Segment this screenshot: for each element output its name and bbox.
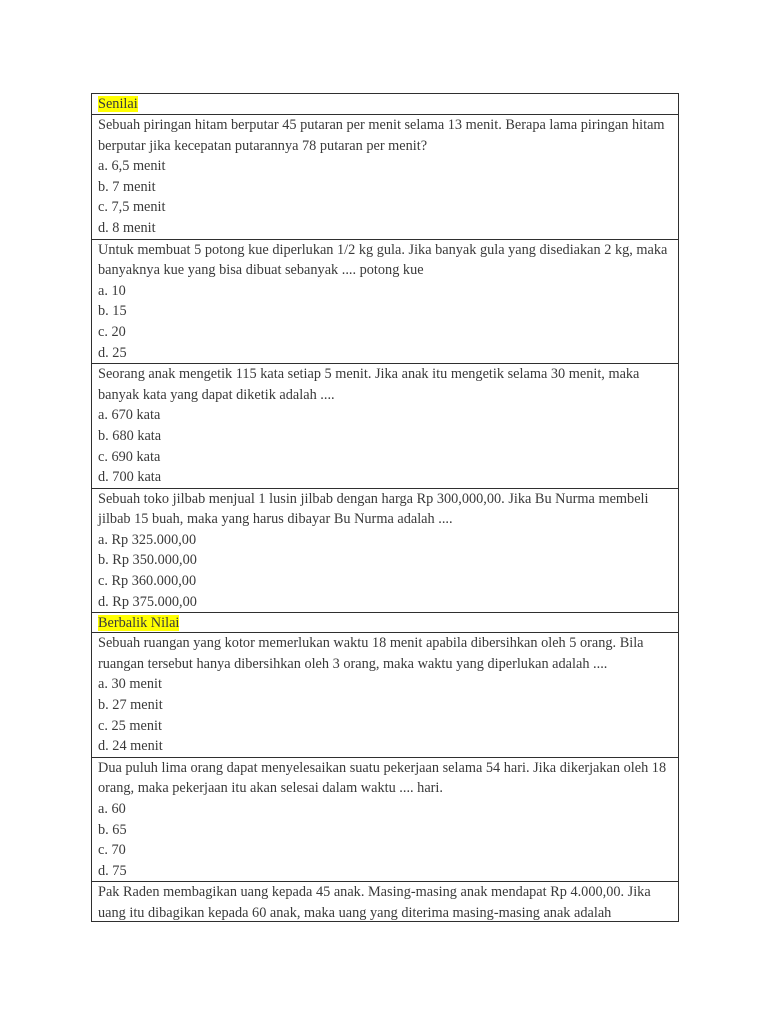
question-row [92, 114, 678, 239]
answer-option: d. 8 menit [98, 219, 156, 236]
answer-option: b. Rp 350.000,00 [98, 552, 197, 569]
answer-option: a. 10 [98, 282, 126, 299]
section-heading-row [92, 612, 678, 632]
question-row [92, 632, 678, 757]
answer-option: b. 15 [98, 303, 127, 320]
answer-option: a. 30 menit [98, 676, 162, 693]
answer-option: c. 690 kata [98, 448, 161, 465]
section-heading: Senilai [98, 96, 138, 112]
question-text: Sebuah toko jilbab menjual 1 lusin jilbab dengan harga Rp 300,000,00. Jika Bu Nurma membeli jilbab 15 buah, maka yang harus dibayar Bu Nurma adalah .... [98, 490, 649, 528]
answer-option: d. Rp 375.000,00 [98, 593, 197, 610]
question-text: Sebuah ruangan yang kotor memerlukan waktu 18 menit apabila dibersihkan oleh 5 orang. Bila ruangan tersebut hanya dibersihkan oleh 3 orang, maka waktu yang diperlukan adalah .... [98, 635, 644, 672]
answer-option: c. 20 [98, 323, 126, 340]
answer-option: c. 70 [98, 842, 126, 859]
answer-option: a. 60 [98, 801, 126, 817]
answer-option: c. 25 menit [98, 717, 162, 734]
question-text: Untuk membuat 5 potong kue diperlukan 1/2 kg gula. Jika banyak gula yang disediakan 2 kg, maka banyaknya kue yang bisa dibuat sebanyak .... potong kue [98, 241, 668, 279]
answer-option: c. Rp 360.000,00 [98, 573, 197, 590]
answer-option: b. 7 menit [98, 178, 156, 195]
answer-option: d. 700 kata [98, 469, 162, 486]
question-text: Pak Raden membagikan uang kepada 45 anak. Masing-masing anak mendapat Rp 4.000,00. Jika uang itu dibagikan kepada 60 anak, maka uang yang diterima masing-masing anak adalah [98, 884, 651, 921]
question-row [92, 239, 678, 364]
section-heading-row [92, 94, 678, 114]
answer-option: d. 25 [98, 344, 127, 361]
answer-option: b. 27 menit [98, 697, 163, 714]
answer-option: c. 7,5 menit [98, 199, 166, 216]
section-heading: Berbalik Nilai [98, 615, 180, 632]
question-text: Seorang anak mengetik 115 kata setiap 5 menit. Jika anak itu mengetik selama 30 menit, maka banyak kata yang dapat diketik adalah .... [98, 366, 640, 403]
answer-option: a. 670 kata [98, 407, 161, 424]
answer-option: d. 75 [98, 862, 127, 879]
answer-option: a. 6,5 menit [98, 158, 166, 175]
question-row [92, 363, 678, 488]
question-row [92, 488, 678, 613]
question-text: Dua puluh lima orang dapat menyelesaikan suatu pekerjaan selama 54 hari. Jika dikerjakan oleh 18 orang, maka pekerjaan itu akan selesai dalam waktu .... hari. [98, 759, 667, 797]
answer-option: a. Rp 325.000,00 [98, 531, 197, 548]
question-text: Sebuah piringan hitam berputar 45 putaran per menit selama 13 menit. Berapa lama piringan hitam berputar jika kecepatan putarannya 78 putaran per menit? [98, 117, 665, 154]
answer-option: d. 24 menit [98, 738, 163, 755]
answer-option: b. 65 [98, 821, 127, 838]
question-row [92, 881, 678, 921]
worksheet-table [91, 93, 679, 922]
answer-option: b. 680 kata [98, 427, 162, 444]
question-row [92, 757, 678, 882]
